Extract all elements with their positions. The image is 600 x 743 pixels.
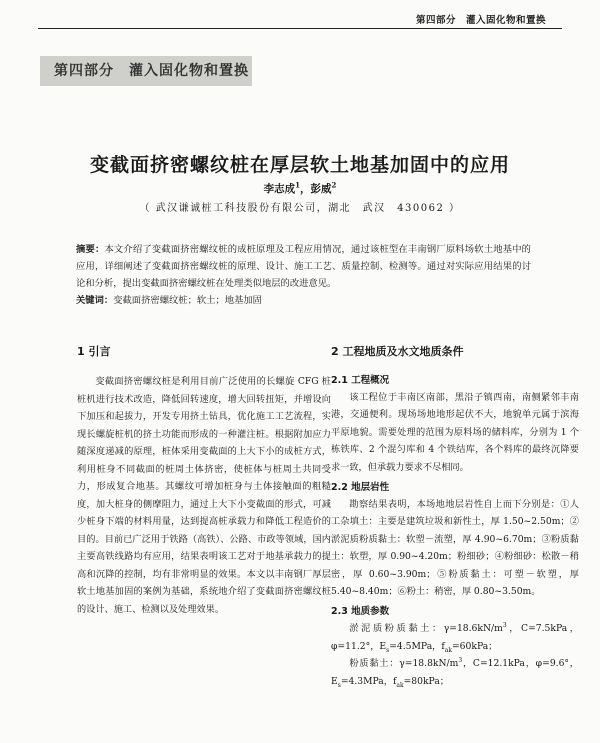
section-2-2-heading: 2.2 地层岩性 [331,482,390,494]
keywords-label: 关键词： [76,295,114,306]
geology-heading: 2 工程地质及水文地质条件 [331,345,464,358]
section-2-2-text: 勘察结果表明，本场地地层岩性自上而下分别是：①人工杂填土：主要是建筑垃圾和新性土，厚 1.50~2.50m；②淤泥质粉质黏土：软塑－流塑，厚 4.90~6.70m；③粉质黏土：软塑，厚 0.90~4.20m；粉细砂；④粉细砂：松散－稍密，厚 0.60~3.90m；⑤粉质黏土：可塑－软塑，厚 5.40~8.40m；⑥粉土：稍密，厚 0.80~3.50m。 [331,499,579,598]
keywords-text: 变截面挤密螺纹桩；软土；地基加固 [113,295,262,306]
intro-paragraph: 变截面挤密螺纹桩是利用目前广泛使用的长螺旋 CFG 桩桩机进行技术改造，降低回转速度，增大回转扭矩，并增设向下加压和起拔力，开发专用挤土钻具，优化施工工艺流程，实现长螺旋桩机的挤土功能而形成的一种灌注桩。根据附加应力随深度递减的原理，桩体采用变截面的上大下小的成桩方式，利用桩身不同截面的桩周土体挤密，使桩体与桩周土共同受力，形成复合地基。其螺纹可增加桩身与土体接触面的粗糙度，加大桩身的侧摩阻力，通过上大下小变截面的形式，可减少桩身下端的材料用量，达到提高桩承载力和降低工程造价的目的。目前已广泛用于铁路（高铁）、公路、市政等领域，国内主要高铁线路均有应用，结果表明该工艺对于地基承载力的提高和沉降的控制，均有非常明显的效果。本文以丰南钢厂厚层软土地基加固的案例为基础，系统地介绍了变截面挤密螺纹桩的设计、施工、检测以及处理效果。 [77,376,331,615]
author-separator: ， [300,183,311,195]
abstract-label: 摘要： [76,244,105,255]
affiliation: （ 武汉谦诚桩工科技股份有限公司，湖北 武汉 430062 ） [139,203,461,214]
param-muddy-clay: 淤泥质粉质黏土：$\gamma=18.6kN/m^3$，C=7.5kPa，φ=11.2°，$E_s=4.5MPa$，$f_{ak}=60kPa$； [331,622,579,654]
keywords [76,292,531,306]
author-line [0,181,600,196]
author-2-mark: 2 [331,180,337,190]
intro-heading: 1 引言 [77,345,111,358]
left-column [77,345,331,618]
param-silty-clay: 粉质黏土：$\gamma=18.8kN/m^3$，C=12.1kPa，φ=9.6°，$E_s=4.3MPa$，$f_{ak}=80kPa$； [331,657,579,689]
author-2: 彭威 [310,183,332,195]
section-2-3-heading: 2.3 地质参数 [331,606,390,618]
author-1: 李志成 [263,183,296,195]
abstract [76,241,531,292]
section-2-1-text: 该工程位于丰南区南部，黑沿子镇西南，南侧紧邻丰南港，交通便利。现场场地地形起伏不大，地貌单元属于滨海平原地貌。需要处理的范围为原料场的储料库，分别为 1 个栋铁库、2 个混匀库和 4 个铁结库，各个料库的最终沉降要求一致，但承载力要求不尽相同。 [331,392,579,473]
author-1-mark: 1 [295,180,300,190]
abstract-text: 本文介绍了变截面挤密螺纹桩的成桩原理及工程应用情况，通过该桩型在丰南钢厂原料场软土地基中的应用，详细阐述了变截面挤密螺纹桩的原理、设计、施工工艺、质量控制、检测等。通过对实际应用结果的讨论和分析，提出变截面挤密螺纹桩在处理类似地层的改进意见。 [76,244,531,289]
article-title: 变截面挤密螺纹桩在厚层软土地基加固中的应用 [89,154,510,176]
section-banner: 第四部分 灌入固化物和置换 [40,56,252,86]
header-rule [38,28,562,29]
running-header: 第四部分 灌入固化物和置换 [415,15,546,26]
right-column [331,345,579,690]
section-2-1-heading: 2.1 工程概况 [331,375,390,386]
